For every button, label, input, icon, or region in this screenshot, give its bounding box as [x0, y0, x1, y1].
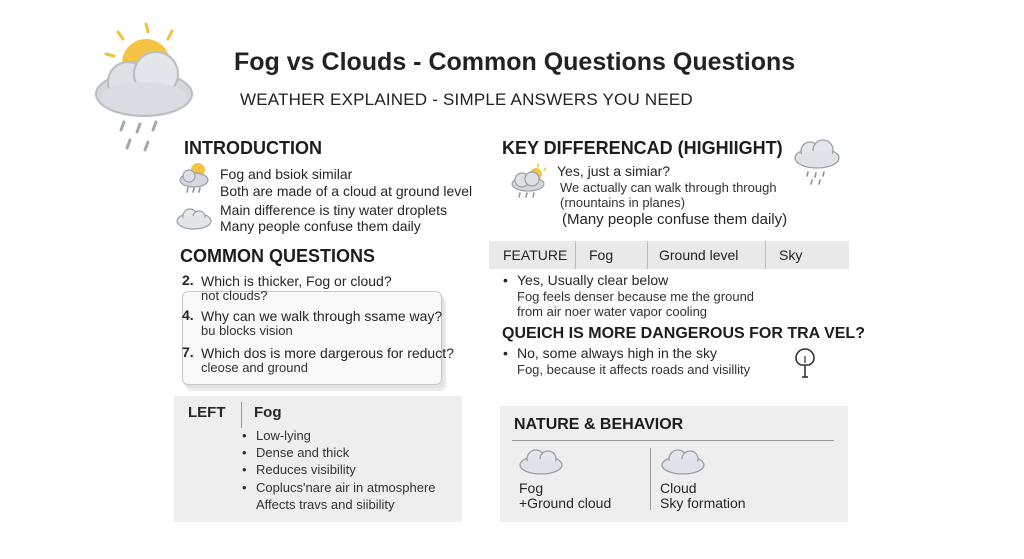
table-divider	[765, 241, 766, 269]
nature-heading: NATURE & BEHAVIOR	[514, 416, 684, 433]
nature-cloud-desc: Sky formation	[660, 495, 746, 511]
lightbulb-icon	[792, 346, 818, 382]
question-sub-3: cleose and ground	[201, 360, 308, 375]
intro-line-2: Both are made of a cloud at ground level	[220, 183, 473, 199]
table-bullet-1: • Yes, Usually clear below	[517, 272, 668, 288]
question-num-1: 2.	[182, 272, 194, 288]
table-bullet-2: • No, some always high in the sky	[517, 345, 717, 361]
compare-bullet-1: • Low-lying	[256, 428, 311, 443]
table-divider	[575, 241, 576, 269]
cloud-icon	[658, 446, 708, 476]
sun-cloud-rain-icon	[88, 18, 198, 163]
compare-left-label: LEFT	[188, 404, 226, 421]
nature-fog-desc: +Ground cloud	[519, 495, 612, 511]
question-text-2[interactable]: Why can we walk through ssame way?	[201, 308, 443, 324]
compare-bullet-3: • Reduces visibility	[256, 462, 356, 477]
sun-cloud-rain-icon	[508, 162, 552, 202]
question-sub-2: bu blocks vision	[201, 323, 293, 338]
cloud-rain-icon	[790, 136, 844, 188]
table-header-sky: Sky	[779, 247, 803, 263]
question-num-2: 4.	[182, 307, 194, 323]
key-diff-heading: KEY DIFFERENCAD (HIGHIIGHT)	[502, 138, 783, 158]
cloud-icon	[516, 446, 566, 476]
intro-line-4: Many people confuse them daily	[220, 218, 421, 234]
table-line-2: Fog feels denser because me the ground	[517, 289, 755, 304]
question-sub-1: not clouds?	[201, 288, 268, 303]
nature-fog-title: Fog	[519, 480, 544, 496]
danger-question-heading: QUEICH IS MORE DANGEROUS FOR TRA VEL?	[502, 325, 865, 342]
key-diff-line-2: We actually can walk through through	[560, 180, 777, 195]
sun-cloud-rain-icon	[176, 160, 214, 194]
feature-table-header	[489, 241, 849, 269]
nature-divider	[650, 448, 651, 510]
page-subtitle: WEATHER EXPLAINED - SIMPLE ANSWERS YOU NEED	[240, 90, 693, 109]
question-text-3[interactable]: Which dos is more dargerous for reduct?	[201, 345, 454, 361]
table-line-3: from air noer water vapor cooling	[517, 304, 708, 319]
compare-bullet-2: • Dense and thick	[256, 445, 349, 460]
table-header-feature: FEATURE	[503, 247, 568, 263]
compare-divider	[241, 402, 242, 428]
questions-heading: COMMON QUESTIONS	[180, 246, 376, 266]
page-title: Fog vs Clouds - Common Questions Questions	[234, 48, 796, 76]
intro-line-1: Fog and bsiok similar	[220, 166, 353, 182]
nature-heading-rule	[512, 440, 834, 441]
table-line-4: Fog, because it affects roads and visillity	[517, 362, 751, 377]
cloud-icon	[174, 206, 214, 230]
compare-right-label: Fog	[254, 404, 282, 421]
table-header-fog: Fog	[589, 247, 614, 263]
question-num-3: 7.	[182, 344, 194, 360]
compare-tail: Affects travs and siibility	[256, 497, 395, 512]
question-text-1[interactable]: Which is thicker, Fog or cloud?	[201, 273, 392, 289]
key-diff-line-4: (Many people confuse them daily)	[562, 211, 788, 228]
nature-cloud-title: Cloud	[660, 480, 697, 496]
compare-bullet-4: • Coplucs'nare air in atmosphere	[256, 480, 436, 495]
table-header-ground: Ground level	[659, 247, 739, 263]
intro-line-3: Main difference is tiny water droplets	[220, 202, 447, 218]
table-divider	[647, 241, 648, 269]
intro-heading: INTRODUCTION	[184, 138, 322, 158]
key-diff-line-1: Yes, just a simiar?	[557, 163, 671, 179]
key-diff-line-3: (rnountains in planes)	[560, 195, 686, 210]
